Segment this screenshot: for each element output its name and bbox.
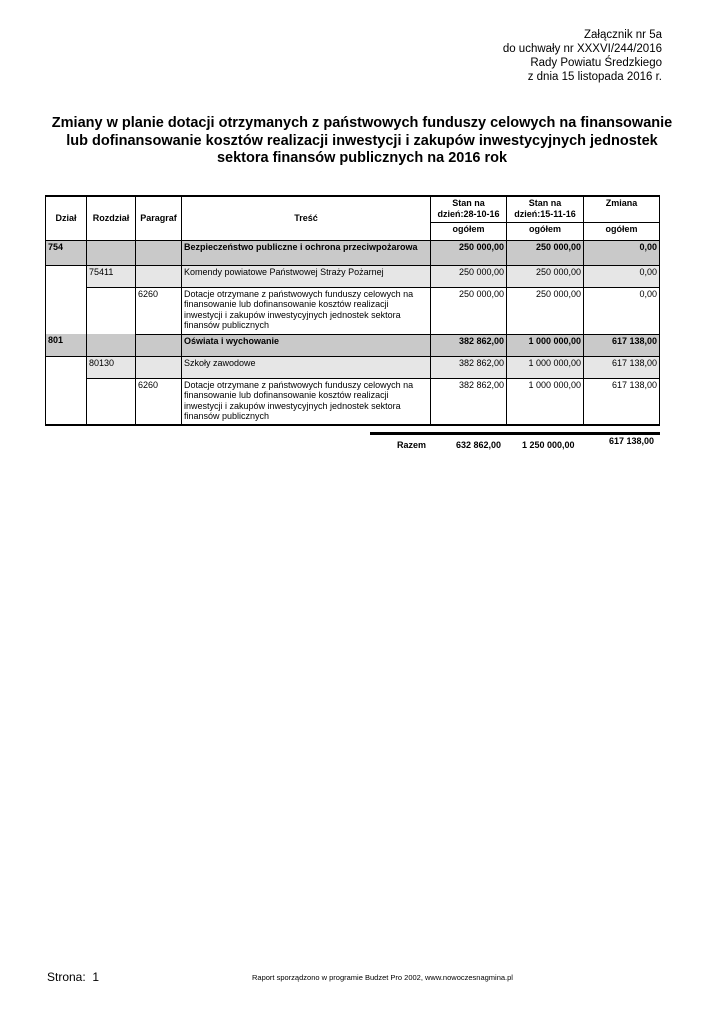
cell-stan-1: 382 862,00 <box>431 356 507 378</box>
title-line-1: Zmiany w planie dotacji otrzymanych z państwowych funduszy celowych na finansowanie <box>51 115 673 131</box>
attachment-header <box>402 28 662 84</box>
cell-rozdzial <box>87 287 136 334</box>
cell-stan-1: 382 862,00 <box>431 378 507 425</box>
cell-stan-1: 250 000,00 <box>431 287 507 334</box>
title-line-3: sektora finansów publicznych na 2016 rok <box>216 150 508 166</box>
cell-stan-2: 250 000,00 <box>507 287 584 334</box>
header-stan-2 <box>507 196 584 222</box>
cell-stan-2: 1 000 000,00 <box>507 378 584 425</box>
header-zmiana: Zmiana <box>584 196 660 222</box>
header-ogolem-1: ogółem <box>431 222 507 240</box>
header-ogolem-3: ogółem <box>584 222 660 240</box>
totals-stan-2: 1 250 000,00 <box>522 440 575 450</box>
cell-dzial: 754 <box>46 240 87 265</box>
report-footer-note: Raport sporządzono w programie Budzet Pro 2002, www.nowoczesnagmina.pl <box>252 973 513 982</box>
cell-zmiana: 0,00 <box>584 287 660 334</box>
header-stan-2-line-2: dzień:15-11-16 <box>514 208 576 219</box>
document-title <box>40 115 684 168</box>
cell-paragraf <box>136 265 182 287</box>
page-indicator <box>47 970 99 984</box>
page-number: 1 <box>92 970 100 984</box>
cell-tresc: Bezpieczeństwo publiczne i ochrona przeciwpożarowa <box>182 240 431 265</box>
header-dzial: Dział <box>46 196 87 240</box>
cell-dzial <box>46 265 87 287</box>
cell-rozdzial <box>87 240 136 265</box>
header-stan-1-line-1: Stan na <box>452 198 485 208</box>
cell-stan-2: 250 000,00 <box>507 265 584 287</box>
resolution-date: z dnia 15 listopada 2016 r. <box>527 71 662 83</box>
cell-tresc: Dotacje otrzymane z państwowych funduszy celowych na finansowanie lub dofinansowanie kosztów realizacji inwestycji i zakupów inwestycyjnych jednostek sektora finansów publicznych <box>182 287 431 334</box>
cell-rozdzial: 80130 <box>87 356 136 378</box>
cell-paragraf: 6260 <box>136 378 182 425</box>
totals-row <box>370 432 660 455</box>
cell-paragraf <box>136 356 182 378</box>
cell-zmiana: 0,00 <box>584 265 660 287</box>
header-paragraf: Paragraf <box>136 196 182 240</box>
resolution-number: do uchwały nr XXXVI/244/2016 <box>502 43 662 55</box>
cell-paragraf <box>136 334 182 356</box>
cell-dzial: 801 <box>46 334 87 356</box>
cell-tresc: Dotacje otrzymane z państwowych funduszy celowych na finansowanie lub dofinansowanie kosztów realizacji inwestycji i zakupów inwestycyjnych jednostek sektora finansów publicznych <box>182 378 431 425</box>
cell-paragraf <box>136 240 182 265</box>
title-line-2: lub dofinansowanie kosztów realizacji inwestycji i zakupów inwestycyjnych jednostek <box>66 132 658 149</box>
cell-zmiana: 617 138,00 <box>584 378 660 425</box>
budget-table <box>45 195 660 426</box>
totals-stan-1: 632 862,00 <box>456 440 502 450</box>
page-label: Strona: <box>47 970 86 984</box>
table-row <box>46 240 660 265</box>
totals-label: Razem <box>397 440 427 450</box>
cell-zmiana: 0,00 <box>584 240 660 265</box>
cell-stan-1: 382 862,00 <box>431 334 507 356</box>
cell-dzial <box>46 356 87 378</box>
totals-zmiana: 617 138,00 <box>609 436 655 446</box>
header-stan-1 <box>431 196 507 222</box>
header-stan-2-line-1: Stan na <box>528 198 562 208</box>
table-row <box>46 356 660 378</box>
cell-stan-2: 1 000 000,00 <box>507 356 584 378</box>
council-name: Rady Powiatu Średzkiego <box>530 57 662 69</box>
table-row <box>46 334 660 356</box>
table-row <box>46 265 660 287</box>
header-ogolem-2: ogółem <box>507 222 584 240</box>
cell-zmiana: 617 138,00 <box>584 356 660 378</box>
cell-rozdzial <box>87 334 136 356</box>
cell-dzial <box>46 378 87 425</box>
cell-stan-2: 1 000 000,00 <box>507 334 584 356</box>
cell-tresc: Szkoły zawodowe <box>182 356 431 378</box>
table-row <box>46 287 660 334</box>
table-row <box>46 378 660 425</box>
cell-rozdzial <box>87 378 136 425</box>
header-stan-1-line-2: dzień:28-10-16 <box>437 208 500 219</box>
cell-dzial <box>46 287 87 334</box>
header-rozdzial: Rozdział <box>87 196 136 240</box>
cell-tresc: Komendy powiatowe Państwowej Straży Pożarnej <box>182 265 431 287</box>
cell-tresc: Oświata i wychowanie <box>182 334 431 356</box>
cell-paragraf: 6260 <box>136 287 182 334</box>
cell-stan-2: 250 000,00 <box>507 240 584 265</box>
cell-stan-1: 250 000,00 <box>431 240 507 265</box>
cell-rozdzial: 75411 <box>87 265 136 287</box>
attachment-number: Załącznik nr 5a <box>584 29 662 41</box>
header-tresc: Treść <box>182 196 431 240</box>
cell-stan-1: 250 000,00 <box>431 265 507 287</box>
cell-zmiana: 617 138,00 <box>584 334 660 356</box>
